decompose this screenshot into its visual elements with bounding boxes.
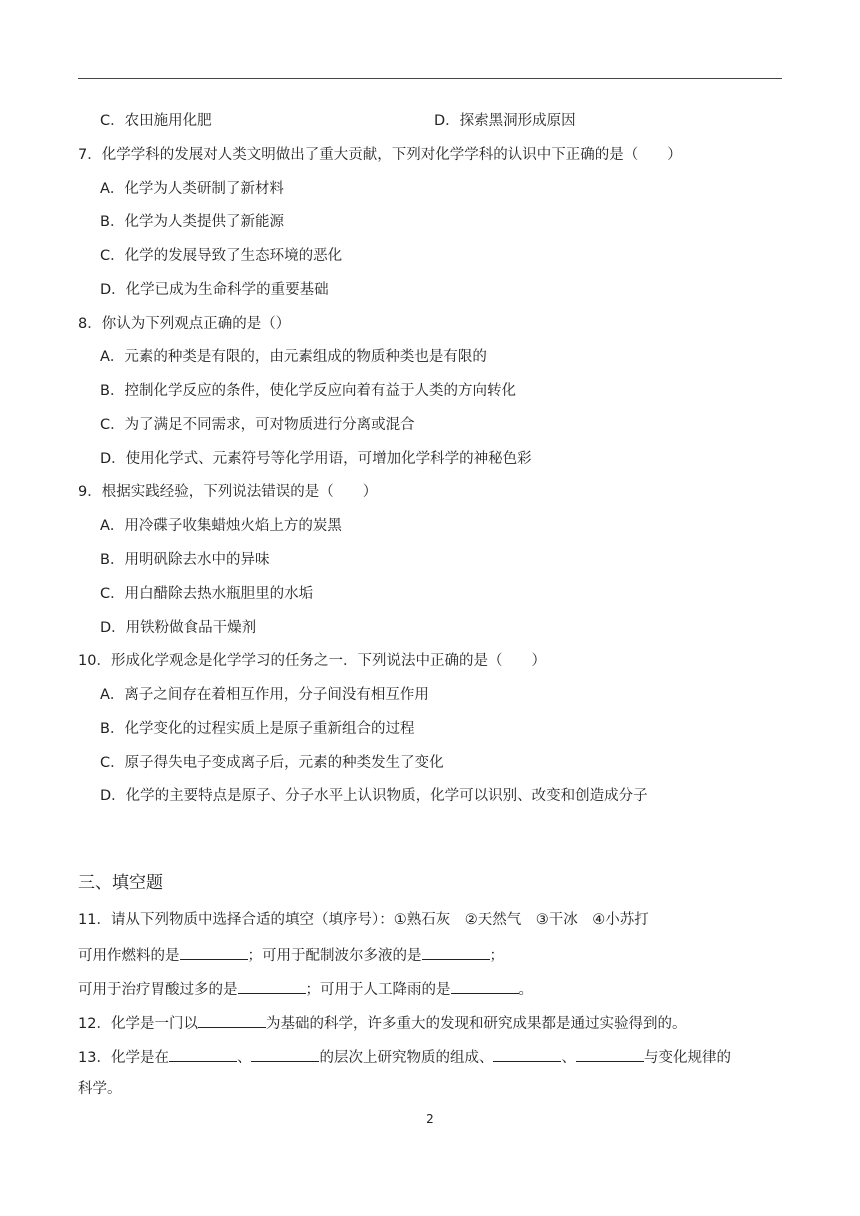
q7-option-b: B．化学为人类提供了新能源	[100, 214, 284, 230]
q11-fuel-label: 可用作燃料的是	[78, 948, 180, 964]
q13-line1	[78, 1046, 731, 1068]
q12-part-b: 为基础的科学，许多重大的发现和研究成果都是通过实验得到的。	[265, 1016, 687, 1032]
q11-rain-label: ；可用于人工降雨的是	[305, 982, 451, 998]
q13-line2: 科学。	[78, 1081, 122, 1097]
q10-option-c: C．原子得失电子变成离子后，元素的种类发生了变化	[100, 755, 444, 771]
q10-stem: 10．形成化学观念是化学学习的任务之一．下列说法中正确的是（ ）	[78, 653, 546, 669]
q11-blank-3	[238, 978, 306, 994]
q8-option-c: C．为了满足不同需求，可对物质进行分离或混合	[100, 417, 415, 433]
q8-option-d: D．使用化学式、元素符号等化学用语，可增加化学科学的神秘色彩	[100, 451, 532, 467]
q9-stem: 9．根据实践经验，下列说法错误的是（ ）	[78, 484, 378, 500]
header-rule	[78, 78, 782, 79]
q11-blank-4	[451, 978, 519, 994]
q7-option-a: A．化学为人类研制了新材料	[100, 181, 284, 197]
q12-line	[78, 1012, 686, 1034]
q8-option-a: A．元素的种类是有限的，由元素组成的物质种类也是有限的	[100, 349, 487, 365]
page-number: 2	[426, 1112, 434, 1126]
q13-blank-2	[251, 1046, 319, 1062]
q9-option-d: D．用铁粉做食品干燥剂	[100, 620, 257, 636]
q13-sep-1: 、	[236, 1050, 252, 1066]
q11-line3-end: 。	[518, 982, 533, 998]
q8-stem: 8．你认为下列观点正确的是（）	[78, 316, 291, 332]
q13-part-a: 13．化学是在	[78, 1050, 169, 1066]
q13-part-c: 与变化规律的	[643, 1050, 731, 1066]
q11-bordeaux-label: ；可用于配制波尔多液的是	[247, 948, 422, 964]
q6-option-c: C．农田施用化肥	[100, 113, 212, 129]
q11-line3	[78, 978, 533, 1000]
q7-stem: 7．化学学科的发展对人类文明做出了重大贡献，下列对化学学科的认识中下正确的是（ ）	[78, 147, 682, 163]
q11-blank-1	[180, 944, 248, 960]
q6-row	[100, 111, 212, 131]
q12-part-a: 12．化学是一门以	[78, 1016, 198, 1032]
q7-option-c: C．化学的发展导致了生态环境的恶化	[100, 248, 343, 264]
q9-option-c: C．用白醋除去热水瓶胆里的水垢	[100, 586, 314, 602]
q11-blank-2	[422, 944, 490, 960]
q9-option-a: A．用冷碟子收集蜡烛火焰上方的炭黑	[100, 518, 342, 534]
q11-stem: 11．请从下列物质中选择合适的填空（填序号）：①熟石灰 ②天然气 ③干冰 ④小苏打	[78, 912, 649, 928]
q10-option-d: D．化学的主要特点是原子、分子水平上认识物质，化学可以识别、改变和创造成分子	[100, 788, 648, 804]
q6-option-d: D．探索黑洞形成原因	[434, 113, 576, 129]
q9-option-b: B．用明矾除去水中的异味	[100, 552, 270, 568]
q10-option-a: A．离子之间存在着相互作用，分子间没有相互作用	[100, 687, 429, 703]
q11-line2	[78, 944, 504, 966]
q12-blank-1	[198, 1012, 266, 1028]
q13-sep-2: 、	[561, 1050, 576, 1066]
section-title: 三、填空题	[78, 873, 163, 893]
q13-blank-3	[493, 1046, 561, 1062]
q13-part-b: 的层次上研究物质的组成、	[319, 1050, 494, 1066]
q13-blank-4	[576, 1046, 644, 1062]
q8-option-b: B．控制化学反应的条件，使化学反应向着有益于人类的方向转化	[100, 383, 516, 399]
q13-blank-1	[169, 1046, 237, 1062]
q10-option-b: B．化学变化的过程实质上是原子重新组合的过程	[100, 721, 415, 737]
q7-option-d: D．化学已成为生命科学的重要基础	[100, 282, 329, 298]
q11-line2-end: ；	[489, 948, 504, 964]
q11-antacid-label: 可用于治疗胃酸过多的是	[78, 982, 238, 998]
